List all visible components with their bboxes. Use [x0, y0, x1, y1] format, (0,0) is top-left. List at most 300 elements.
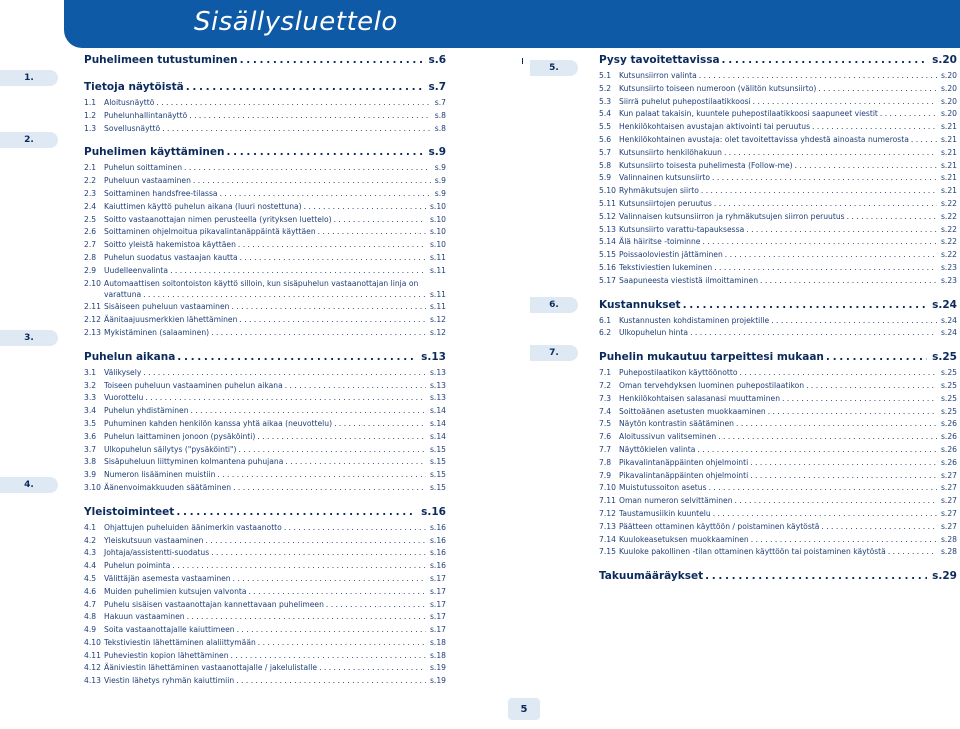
toc-entry[interactable]: [84, 457, 446, 470]
dot-leader: [724, 148, 937, 157]
entry-title: Puhelun suodatus vastaajan kautta: [104, 252, 238, 262]
entry-title: Päätteen ottaminen käyttöön / poistaminen käytöstä: [619, 521, 820, 531]
entry-page: s.14: [429, 431, 446, 441]
entry-page: s.8: [434, 123, 446, 133]
entry-title: Tekstiviestien lukeminen: [619, 262, 713, 272]
toc-entry[interactable]: [84, 227, 446, 240]
entry-page: s.11: [429, 289, 446, 299]
toc-right-column: [599, 54, 957, 591]
toc-entry[interactable]: [84, 406, 446, 419]
entry-page: s.25: [940, 380, 957, 390]
toc-entry[interactable]: [84, 676, 446, 689]
dot-leader: [193, 176, 431, 185]
entry-title: Aloitusnäyttö: [104, 98, 155, 107]
toc-entry[interactable]: [84, 600, 446, 613]
toc-entry[interactable]: [84, 176, 446, 189]
entry-number: 3.1: [84, 367, 97, 377]
toc-entry[interactable]: [84, 483, 446, 496]
toc-entry[interactable]: [84, 523, 446, 536]
entry-number: 5.17: [599, 275, 616, 285]
entry-page: s.11: [429, 252, 446, 262]
toc-entry[interactable]: [84, 393, 446, 406]
entry-title: Kuulokeasetuksen muokkaaminen: [619, 534, 749, 544]
toc-section: [599, 54, 957, 293]
section-page: s.6: [428, 54, 446, 66]
toc-entry[interactable]: [599, 509, 957, 522]
dot-leader: [746, 225, 937, 234]
entry-title: Poissaoloviestin jättäminen: [619, 250, 723, 260]
toc-entry[interactable]: [599, 368, 957, 381]
toc-entry[interactable]: [599, 458, 957, 471]
entry-title: Soittaminen handsfree-tilassa: [104, 188, 218, 198]
toc-entry[interactable]: [599, 483, 957, 496]
entry-page: s.21: [940, 160, 957, 170]
entry-title: Tekstiviestin lähettäminen alaliittymään: [104, 637, 256, 647]
toc-entry[interactable]: [599, 135, 957, 148]
chapter-tab-1[interactable]: 1.: [0, 70, 58, 86]
entry-page: s.9: [434, 163, 446, 173]
dot-leader: [249, 587, 426, 596]
toc-entry[interactable]: [599, 97, 957, 110]
dot-leader: [285, 381, 426, 390]
entry-number: 2.7: [84, 240, 97, 250]
entry-title: Soittoäänen asetusten muokkaaminen: [619, 406, 766, 416]
entry-page: s.27: [940, 521, 957, 531]
toc-entry[interactable]: [84, 328, 446, 341]
entry-page: s.20: [940, 109, 957, 119]
section-page: s.16: [421, 505, 446, 518]
entry-page: s.16: [429, 548, 446, 558]
entry-number: 5.5: [599, 122, 612, 132]
toc-entry[interactable]: [84, 124, 446, 137]
section-heading[interactable]: [84, 81, 446, 98]
toc-entry[interactable]: [599, 122, 957, 135]
toc-entry[interactable]: [84, 536, 446, 549]
toc-entry[interactable]: [599, 381, 957, 394]
dot-leader: [826, 351, 927, 363]
entry-number: 2.3: [84, 188, 97, 198]
entry-page: s.24: [940, 315, 957, 325]
entry-page: s.25: [940, 393, 957, 403]
toc-entry[interactable]: [84, 638, 446, 651]
entry-page: s.10: [429, 201, 446, 211]
entry-number: 4.10: [84, 637, 101, 647]
section-title: Puhelimen käyttäminen: [84, 146, 225, 159]
entry-number: 2.8: [84, 252, 97, 262]
toc-entry[interactable]: [599, 522, 957, 535]
entry-number: 4.13: [84, 676, 101, 686]
entry-title: Soittaminen ohjelmoitua pikavalintanäppäintä käyttäen: [104, 227, 316, 237]
toc-entry[interactable]: [599, 316, 957, 329]
toc-entry[interactable]: [599, 237, 957, 250]
entry-number: 5.8: [599, 160, 612, 170]
toc-entry[interactable]: [599, 161, 957, 174]
dot-leader: [806, 381, 937, 390]
toc-entry[interactable]: [84, 381, 446, 394]
toc-entry[interactable]: [599, 471, 957, 484]
entry-page: s.22: [940, 211, 957, 221]
dot-leader: [714, 199, 937, 208]
toc-entry[interactable]: [84, 253, 446, 266]
toc-entry[interactable]: [84, 302, 446, 315]
entry-page: s.17: [429, 599, 446, 609]
entry-page: s.15: [429, 444, 446, 454]
dot-leader: [189, 111, 431, 120]
toc-entry[interactable]: [84, 663, 446, 676]
entry-page: s.21: [940, 147, 957, 157]
dot-leader: [187, 612, 426, 621]
toc-entry[interactable]: [599, 419, 957, 432]
toc-entry[interactable]: [599, 496, 957, 509]
entry-page: s.23: [940, 262, 957, 272]
entry-title: Soitto yleistä hakemistoa käyttäen: [104, 240, 236, 250]
entry-page: s.25: [940, 406, 957, 416]
chapter-tab-2[interactable]: 2.: [0, 132, 58, 148]
toc-entry[interactable]: [599, 71, 957, 84]
entry-number: 2.13: [84, 327, 101, 337]
entry-page: s.16: [429, 522, 446, 532]
dot-leader: [750, 458, 937, 467]
toc-entry[interactable]: [599, 535, 957, 548]
dot-leader: [304, 202, 426, 211]
entry-number: 7.3: [599, 393, 612, 403]
section-title: Tietoja näytöistä: [84, 81, 184, 93]
title-banner: [64, 0, 960, 48]
entry-number: 5.11: [599, 198, 616, 208]
toc-entry[interactable]: [84, 548, 446, 561]
toc-entry[interactable]: [84, 470, 446, 483]
dot-leader: [821, 522, 937, 531]
dot-leader: [145, 393, 426, 402]
entry-number: 4.1: [84, 522, 97, 532]
toc-entry[interactable]: [599, 547, 957, 560]
section-page: s.9: [428, 146, 446, 159]
entry-page: s.27: [940, 483, 957, 493]
entry-number: 5.12: [599, 211, 616, 221]
entry-page: s.17: [429, 625, 446, 635]
chapter-tab-3[interactable]: 3.: [0, 330, 58, 346]
entry-title: Hakuun vastaaminen: [104, 612, 185, 622]
dot-leader: [258, 638, 426, 647]
entry-number: 7.4: [599, 406, 612, 416]
dot-leader: [880, 109, 937, 118]
entry-title: Kutsunsiirto toisesta puhelimesta (Follow-me): [619, 160, 793, 170]
chapter-tab-4[interactable]: 4.: [0, 477, 58, 493]
dot-leader: [143, 290, 426, 299]
toc-entry[interactable]: [599, 199, 957, 212]
entry-page: s.26: [940, 432, 957, 442]
dot-leader: [334, 419, 426, 428]
dot-leader: [751, 535, 937, 544]
dot-leader: [326, 600, 426, 609]
entry-number: 5.9: [599, 173, 612, 183]
entry-title: Henkilökohtaisen avustajan aktivointi tai peruutus: [619, 122, 811, 132]
toc-entry[interactable]: [599, 263, 957, 276]
entry-page: s.21: [940, 186, 957, 196]
dot-leader: [699, 71, 937, 80]
entry-title: Vuorottelu: [104, 393, 144, 403]
toc-entry[interactable]: [84, 279, 446, 303]
entry-number: 4.12: [84, 663, 101, 673]
entry-title: Välittäjän asemesta vastaaminen: [104, 573, 231, 583]
entry-page: s.21: [940, 173, 957, 183]
entry-title: Ohjattujen puheluiden äänimerkin vastaanotto: [104, 522, 282, 532]
entry-page: s.9: [434, 176, 446, 186]
dot-leader: [768, 407, 937, 416]
toc-entry[interactable]: [599, 84, 957, 97]
entry-number: 4.4: [84, 561, 97, 571]
entry-title: Sisäpuheluun liittyminen kolmantena puhujana: [104, 457, 284, 467]
dot-leader: [739, 368, 936, 377]
entry-title: Kustannusten kohdistaminen projektille: [619, 315, 770, 325]
dot-leader: [172, 561, 426, 570]
toc-entry[interactable]: [599, 173, 957, 186]
toc-entry[interactable]: [84, 163, 446, 176]
toc-entry[interactable]: [599, 276, 957, 289]
entry-page: s.16: [429, 535, 446, 545]
entry-number: 1.2: [84, 110, 97, 120]
entry-page: s.24: [940, 328, 957, 338]
entry-number: 2.1: [84, 163, 97, 173]
entry-number: 4.9: [84, 625, 97, 635]
entry-number: 5.15: [599, 250, 616, 260]
entry-title: Puhelu sisäisen vastaanottajan kannettavaan puhelimeen: [104, 599, 324, 609]
entry-number: 5.3: [599, 96, 612, 106]
section-heading[interactable]: [599, 299, 957, 316]
toc-entry[interactable]: [84, 111, 446, 124]
entry-number: 7.12: [599, 508, 616, 518]
section-heading[interactable]: [84, 506, 446, 523]
toc-entry[interactable]: [599, 407, 957, 420]
entry-title: Puhelun yhdistäminen: [104, 406, 189, 416]
entry-number: 4.2: [84, 535, 97, 545]
entry-title: Ääniviestin lähettäminen vastaanottajalle / jakelulistalle: [104, 663, 318, 673]
entry-number: 5.14: [599, 237, 616, 247]
section-heading[interactable]: [84, 146, 446, 163]
entry-page: s.12: [429, 327, 446, 337]
toc-entry[interactable]: [84, 419, 446, 432]
dot-leader: [239, 445, 426, 454]
dot-leader: [319, 663, 426, 672]
toc-section: [84, 81, 446, 140]
dot-leader: [753, 97, 937, 106]
entry-number: 5.13: [599, 224, 616, 234]
entry-page: s.18: [429, 650, 446, 660]
entry-number: 2.4: [84, 201, 97, 211]
section-title: Takuumääräykset: [599, 570, 704, 583]
entry-page: s.10: [429, 240, 446, 250]
dot-leader: [191, 406, 426, 415]
toc-entry[interactable]: [84, 625, 446, 638]
section-heading[interactable]: [84, 54, 446, 71]
toc-entry[interactable]: [84, 202, 446, 215]
section-heading[interactable]: [599, 54, 957, 71]
toc-entry[interactable]: [599, 186, 957, 199]
dot-leader: [143, 368, 426, 377]
entry-title: Puhelunhallintanäyttö: [104, 110, 188, 120]
entry-title: Uudelleenvalinta: [104, 265, 169, 275]
toc-section: [84, 54, 446, 75]
dot-leader: [318, 227, 426, 236]
entry-number: 2.12: [84, 315, 101, 325]
toc-entry[interactable]: [599, 250, 957, 263]
entry-number: 1.3: [84, 123, 97, 133]
entry-title: Kutsunsiirto varattu-tapauksessa: [619, 224, 745, 234]
entry-page: s.17: [429, 586, 446, 596]
dot-leader: [782, 394, 937, 403]
dot-leader: [812, 122, 937, 131]
entry-title: Soita vastaanottajalle kaiuttimeen: [104, 625, 235, 635]
entry-number: 7.13: [599, 521, 616, 531]
toc-entry[interactable]: [599, 148, 957, 161]
section-title: Kustannukset: [599, 298, 681, 311]
section-page: s.13: [421, 350, 446, 363]
entry-number: 5.4: [599, 109, 612, 119]
dot-leader: [818, 84, 937, 93]
chapter-tab-7[interactable]: 7.: [530, 345, 578, 361]
dot-leader: [888, 547, 937, 556]
entry-page: s.8: [434, 110, 446, 120]
entry-title: Soitto vastaanottajan nimen perusteella (yrityksen luettelo): [104, 214, 332, 224]
entry-title: Näyttökielen valinta: [619, 444, 696, 454]
toc-entry[interactable]: [599, 212, 957, 225]
dot-leader: [285, 457, 426, 466]
entry-number: 3.5: [84, 418, 97, 428]
toc-entry[interactable]: [84, 587, 446, 600]
entry-title: Välikysely: [104, 367, 142, 377]
entry-number: 2.5: [84, 214, 97, 224]
section-page: s.24: [932, 298, 957, 311]
toc-entry[interactable]: [599, 432, 957, 445]
toc-entry[interactable]: [84, 368, 446, 381]
dot-leader: [240, 54, 424, 66]
dot-leader: [239, 315, 426, 324]
chapter-tab-5[interactable]: 5.: [530, 60, 578, 76]
entry-page: s.27: [940, 470, 957, 480]
entry-title: Mykistäminen (salaaminen): [104, 327, 210, 337]
divider-tick: [522, 58, 523, 64]
dot-leader: [705, 570, 927, 582]
dot-leader: [683, 299, 928, 311]
toc-section: [84, 351, 446, 500]
toc-entry[interactable]: [599, 225, 957, 238]
toc-entry[interactable]: [84, 240, 446, 253]
dot-leader: [714, 263, 937, 272]
toc-entry[interactable]: [84, 561, 446, 574]
entry-page: s.21: [940, 134, 957, 144]
entry-title: Kun palaat takaisin, kuuntele puhepostilaatikkoosi saapuneet viestit: [619, 109, 878, 119]
chapter-tab-6[interactable]: 6.: [530, 297, 578, 313]
section-heading[interactable]: [599, 351, 957, 368]
entry-page: s.23: [940, 275, 957, 285]
entry-number: 4.11: [84, 650, 101, 660]
entry-number: 3.2: [84, 380, 97, 390]
toc-entry[interactable]: [84, 315, 446, 328]
entry-page: s.22: [940, 224, 957, 234]
toc-entry[interactable]: [84, 651, 446, 664]
section-heading[interactable]: [599, 570, 957, 587]
entry-title: Puhelun poiminta: [104, 561, 171, 571]
entry-page: s.20: [940, 83, 957, 93]
dot-leader: [750, 471, 937, 480]
entry-title: Oman numeron selvittäminen: [619, 496, 733, 506]
entry-title: Älä häiritse -toiminne: [619, 237, 701, 247]
section-page: s.20: [932, 54, 957, 66]
entry-number: 7.9: [599, 470, 612, 480]
entry-title: Puhelun soittaminen: [104, 163, 183, 173]
entry-title: Sovellusnäyttö: [104, 123, 161, 133]
entry-page: s.13: [429, 380, 446, 390]
toc-entry[interactable]: [599, 394, 957, 407]
entry-number: 7.10: [599, 483, 616, 493]
dot-leader: [760, 276, 937, 285]
entry-number: 6.1: [599, 315, 612, 325]
dot-leader: [211, 328, 426, 337]
toc-entry[interactable]: [84, 266, 446, 279]
toc-section: [599, 351, 957, 564]
entry-number: 3.8: [84, 457, 97, 467]
dot-leader: [205, 536, 426, 545]
entry-page: s.17: [429, 573, 446, 583]
toc-entry[interactable]: [84, 445, 446, 458]
dot-leader: [911, 135, 937, 144]
entry-number: 4.8: [84, 612, 97, 622]
dot-leader: [718, 432, 937, 441]
toc-entry[interactable]: [84, 612, 446, 625]
entry-page: s.25: [940, 368, 957, 378]
entry-title: Näytön kontrastin säätäminen: [619, 419, 734, 429]
section-title: Puhelimeen tutustuminen: [84, 54, 238, 66]
toc-entry[interactable]: [599, 328, 957, 341]
toc-entry[interactable]: [84, 215, 446, 228]
entry-page: s.19: [429, 663, 446, 673]
entry-page: s.15: [429, 482, 446, 492]
entry-number: 6.2: [599, 328, 612, 338]
entry-title-continued: varattuna: [104, 289, 142, 299]
entry-page: s.7: [434, 98, 446, 107]
dot-leader: [184, 163, 431, 172]
entry-number: 3.3: [84, 393, 97, 403]
toc-entry[interactable]: [84, 98, 446, 111]
toc-entry[interactable]: [84, 189, 446, 202]
toc-entry[interactable]: [599, 109, 957, 122]
entry-number: 3.9: [84, 470, 97, 480]
dot-leader: [237, 625, 426, 634]
entry-page: s.22: [940, 237, 957, 247]
dot-leader: [236, 676, 426, 685]
dot-leader: [156, 98, 430, 107]
entry-title: Toiseen puheluun vastaaminen puhelun aikana: [104, 380, 283, 390]
entry-page: s.13: [429, 393, 446, 403]
entry-number: 5.6: [599, 134, 612, 144]
entry-number: 5.1: [599, 71, 612, 80]
entry-page: s.26: [940, 419, 957, 429]
section-heading[interactable]: [84, 351, 446, 368]
entry-number: 2.2: [84, 176, 97, 186]
toc-entry[interactable]: [599, 445, 957, 458]
dot-leader: [233, 483, 426, 492]
toc-entry[interactable]: [84, 432, 446, 445]
dot-leader: [736, 419, 937, 428]
entry-title: Ryhmäkutsujen siirto: [619, 186, 699, 196]
entry-title: Kutsunsiirron valinta: [619, 71, 697, 80]
toc-entry[interactable]: [84, 574, 446, 587]
dot-leader: [284, 523, 426, 532]
entry-title: Yleiskutsuun vastaaminen: [104, 535, 204, 545]
entry-title: Puhuminen kahden henkilön kanssa yhtä aikaa (neuvottelu): [104, 418, 333, 428]
entry-title: Kutsunsiirto henkilöhakuun: [619, 147, 722, 157]
dot-leader: [257, 432, 426, 441]
